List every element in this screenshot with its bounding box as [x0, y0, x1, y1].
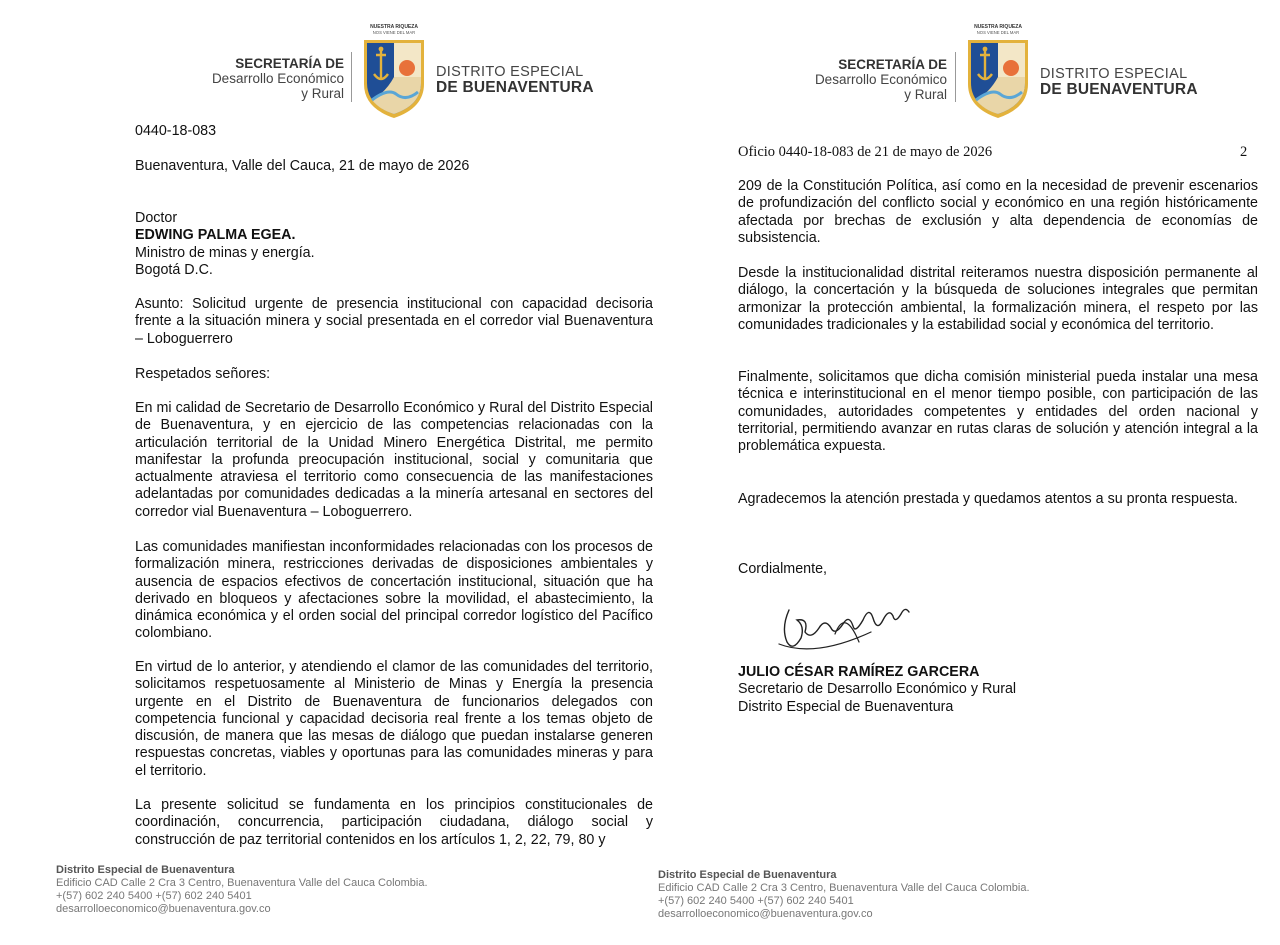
district-line1: DISTRITO ESPECIAL: [1040, 66, 1188, 82]
signer-role: Secretario de Desarrollo Económico y Rural: [738, 681, 1017, 698]
recipient-name: EDWING PALMA EGEA.: [135, 227, 296, 244]
body-paragraph: Las comunidades manifiestan inconformidades relacionadas con los procesos de formalización minera, restricciones derivadas de disposiciones ambientales y ausencia de espacios efectivos de concertación institucional, situación que ha derivado en bloqueos y afectaciones sobre la movilidad, el abastecimiento, la dinámica económica y el orden social del principal corredor logístico del Pacífico colombiano.: [135, 539, 653, 642]
recipient-block: [135, 210, 655, 279]
subject-line: Asunto: Solicitud urgente de presencia institucional con capacidad decisoria frente a la situación minera y social presentada en el corredor vial Buenaventura – Loboguerrero: [135, 296, 653, 347]
header-divider: [351, 52, 352, 102]
footer-name: Distrito Especial de Buenaventura: [658, 869, 837, 881]
signer-block: [738, 664, 1138, 716]
body-paragraph: 209 de la Constitución Política, así como en la necesidad de prevenir escenarios de profundización del conflicto social y económico en una región históricamente afectada por brechas de exclusión y alta dependencia de economías de subsistencia.: [738, 178, 1258, 246]
letter-page-2: [650, 0, 1280, 945]
secretaria-title: SECRETARÍA DE: [838, 57, 947, 72]
body-paragraph: Agradecemos la atención prestada y quedamos atentos a su pronta respuesta.: [738, 491, 1238, 507]
place-date: Buenaventura, Valle del Cauca, 21 de mayo de 2026: [135, 158, 470, 174]
footer-email: desarrolloeconomico@buenaventura.gov.co: [56, 903, 271, 915]
footer-phones: +(57) 602 240 5400 +(57) 602 240 5401: [658, 895, 854, 907]
footer: [56, 864, 476, 916]
signer-name: JULIO CÉSAR RAMÍREZ GARCERA: [738, 664, 980, 680]
secretaria-line2: Desarrollo Económico: [211, 71, 344, 86]
secretaria-title: SECRETARÍA DE: [235, 56, 344, 71]
greeting: Respetados señores:: [135, 366, 271, 382]
secretaria-line3: y Rural: [904, 87, 947, 102]
salutation-title: Doctor: [135, 210, 178, 226]
district-line2: DE BUENAVENTURA: [436, 79, 594, 96]
footer-address: Edificio CAD Calle 2 Cra 3 Centro, Buenaventura Valle del Cauca Colombia.: [658, 882, 1030, 894]
body-paragraph: Desde la institucionalidad distrital reiteramos nuestra disposición permanente al diálogo, la concertación y la búsqueda de soluciones integrales que permitan armonizar la protección ambiental, la formalización minera, el respeto por las comunidades tradicionales y la estabilidad social y económica del territorio.: [738, 265, 1258, 333]
footer-phones: +(57) 602 240 5400 +(57) 602 240 5401: [56, 890, 252, 902]
recipient-role: Ministro de minas y energía.: [135, 244, 315, 261]
district-name: [436, 64, 594, 96]
shield-logo-icon: [360, 22, 428, 122]
signature-icon: [775, 598, 925, 656]
recipient-city: Bogotá D.C.: [135, 261, 213, 278]
footer-name: Distrito Especial de Buenaventura: [56, 864, 235, 876]
reference-number: 0440-18-083: [135, 123, 217, 139]
district-line2: DE BUENAVENTURA: [1040, 81, 1198, 98]
body-paragraph: En mi calidad de Secretario de Desarrollo Económico y Rural del Distrito Especial de Buenaventura, y en ejercicio de las competencias relacionadas con la articulación territorial de la Unidad Minero Energética Distrital, me permito manifestar la profunda preocupación institucional, social y comunitaria que actualmente atraviesa el territorio como consecuencia de las manifestaciones adelantadas por comunidades dedicadas a la minería artesanal en sectores del corredor vial Buenaventura – Loboguerrero.: [135, 400, 653, 520]
page-number: 2: [1240, 144, 1248, 160]
shield-motto-line1: NUESTRA RIQUEZA: [974, 24, 1022, 30]
body-paragraph: En virtud de lo anterior, y atendiendo el clamor de las comunidades del territorio, solicitamos respetuosamente al Ministerio de Minas y Energía la presencia urgente en el Distrito de Buenaventura de funcionarios delegados con competencia funcional y capacidad decisoria real frente a los temas objeto de discusión, de manera que las mesas de diálogo que puedan instalarse generen respuestas concretas, viables y oportunas para las comunidades mineras y para el territorio.: [135, 659, 653, 779]
district-name: [1040, 66, 1198, 98]
closing: Cordialmente,: [738, 561, 827, 577]
shield-motto-line2: NOS VIENE DEL MAR: [976, 30, 1020, 35]
running-header: Oficio 0440-18-083 de 21 de mayo de 2026: [738, 144, 993, 160]
shield-logo-icon: [964, 22, 1032, 122]
secretaria-block: [190, 56, 344, 101]
shield-motto-line2: NOS VIENE DEL MAR: [372, 30, 416, 35]
district-line1: DISTRITO ESPECIAL: [436, 64, 584, 80]
footer-address: Edificio CAD Calle 2 Cra 3 Centro, Buenaventura Valle del Cauca Colombia.: [56, 877, 428, 889]
secretaria-line3: y Rural: [301, 86, 344, 101]
body-paragraph: Finalmente, solicitamos que dicha comisión ministerial pueda instalar una mesa técnica e interinstitucional en el menor tiempo posible, con participación de las comunidades, autoridades competentes y entidades del orden nacional y territorial, permitiendo avanzar en rutas claras de solución y atención integral a la problemática expuesta.: [738, 369, 1258, 455]
signer-entity: Distrito Especial de Buenaventura: [738, 698, 954, 715]
header-divider: [955, 52, 956, 102]
body-paragraph: La presente solicitud se fundamenta en los principios constitucionales de coordinación, concurrencia, participación ciudadana, diálogo social y construcción de paz territorial contenidos en los artículos 1, 2, 22, 79, 80 y: [135, 797, 653, 848]
footer-email: desarrolloeconomico@buenaventura.gov.co: [658, 908, 873, 920]
footer: [658, 869, 1078, 921]
secretaria-line2: Desarrollo Económico: [814, 72, 947, 87]
secretaria-block: [792, 57, 947, 102]
shield-motto-line1: NUESTRA RIQUEZA: [370, 24, 418, 30]
